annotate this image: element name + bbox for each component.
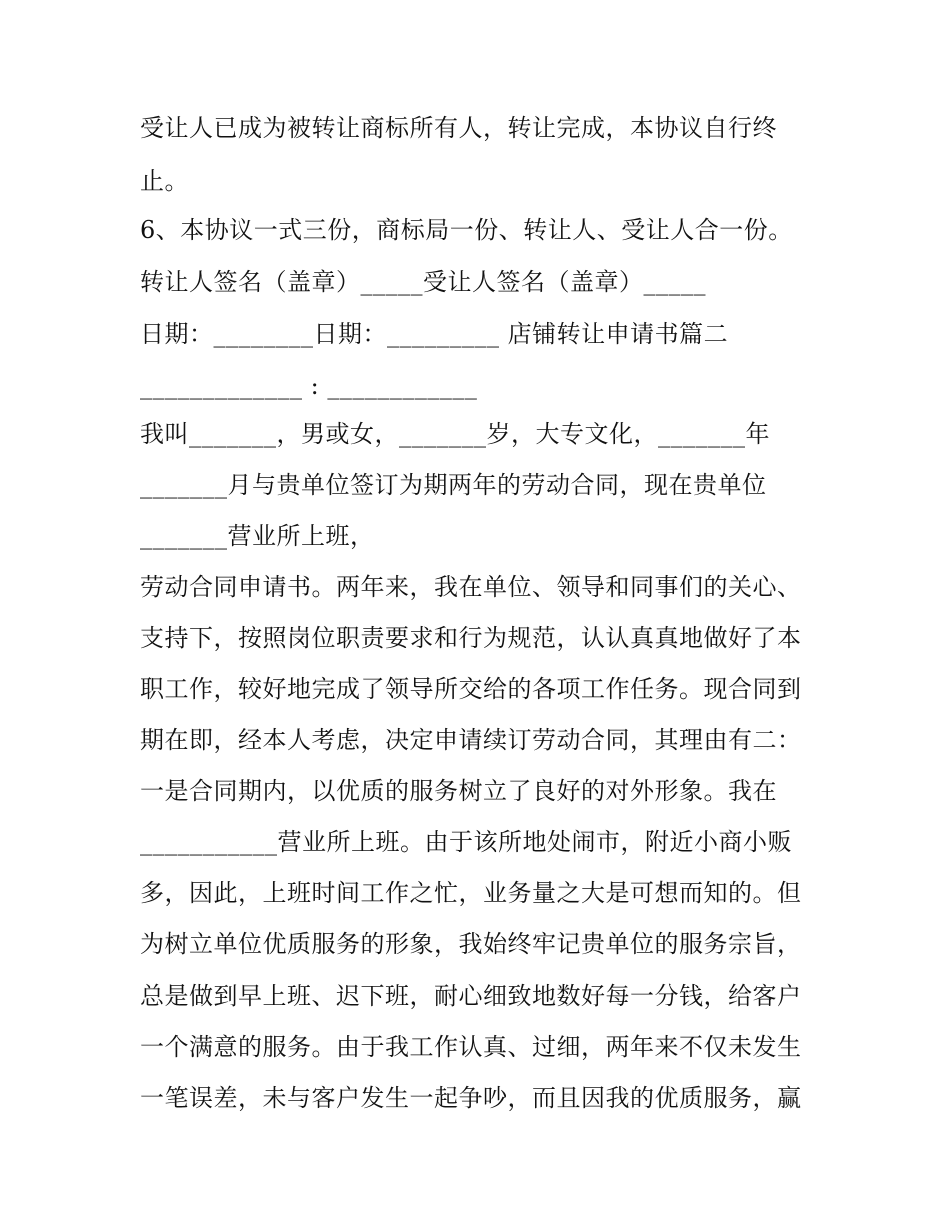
text-line-5: 日期：________日期：_________ 店铺转让申请书篇二 [140, 320, 729, 348]
text-line-3: 6、本协议一式三份，商标局一份、转让人、受让人合一份。 [140, 216, 793, 244]
text-line-11: 支持下，按照岗位职责要求和行为规范，认认真真地做好了本 [140, 624, 802, 652]
text-line-8: _______月与贵单位签订为期两年的劳动合同，现在贵单位 [140, 471, 767, 499]
text-line-14: 一是合同期内，以优质的服务树立了良好的对外形象。我在 [140, 777, 777, 805]
text-line-10: 劳动合同申请书。两年来，我在单位、领导和同事们的关心、 [140, 573, 802, 601]
text-line-15: ___________营业所上班。由于该所地处闹市，附近小商小贩 [140, 828, 792, 856]
text-line-6: _____________ : ____________ [140, 372, 478, 400]
text-line-9: _______营业所上班， [140, 522, 375, 550]
text-line-18: 总是做到早上班、迟下班，耐心细致地数好每一分钱，给客户 [140, 982, 802, 1010]
text-line-4: 转让人签名（盖章）_____受让人签名（盖章）_____ [140, 268, 706, 296]
text-line-1: 受让人已成为被转让商标所有人，转让完成，本协议自行终 [140, 114, 777, 142]
text-line-2: 止。 [140, 167, 189, 195]
text-line-7: 我叫_______，男或女，_______岁，大专文化，_______年 [140, 420, 770, 448]
text-line-13: 期在即，经本人考虑，决定申请续订劳动合同，其理由有二： [140, 726, 802, 754]
text-line-19: 一个满意的服务。由于我工作认真、过细，两年来不仅未发生 [140, 1033, 802, 1061]
text-line-16: 多，因此，上班时间工作之忙，业务量之大是可想而知的。但 [140, 879, 802, 907]
text-line-17: 为树立单位优质服务的形象，我始终牢记贵单位的服务宗旨， [140, 930, 802, 958]
text-line-20: 一笔误差，未与客户发生一起争吵，而且因我的优质服务，赢 [140, 1084, 802, 1112]
text-line-12: 职工作，较好地完成了领导所交给的各项工作任务。现合同到 [140, 675, 802, 703]
